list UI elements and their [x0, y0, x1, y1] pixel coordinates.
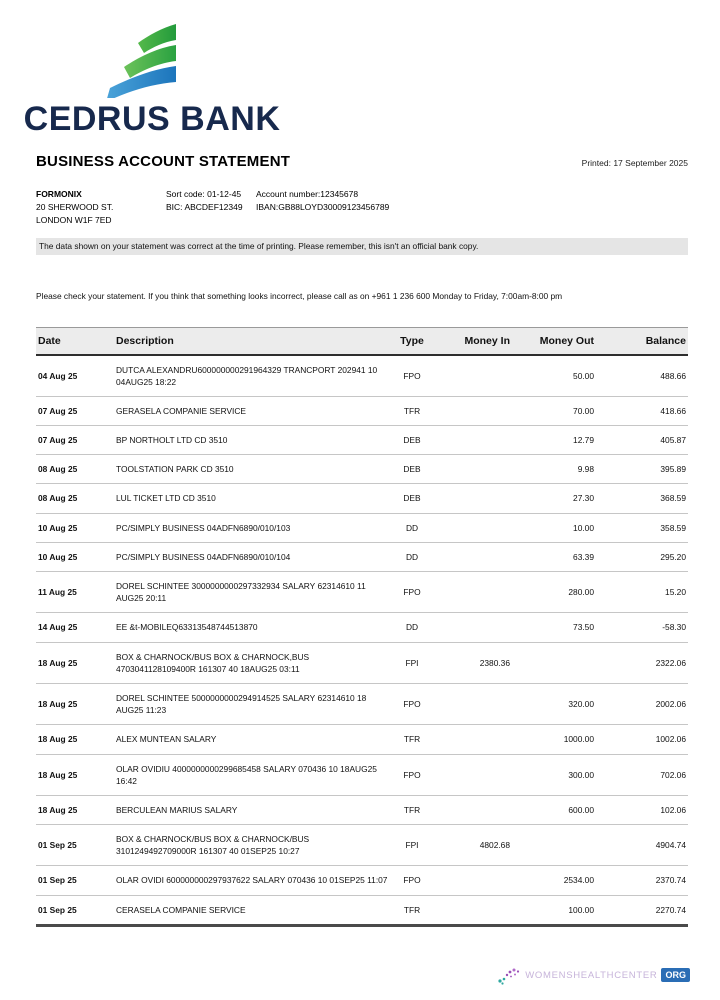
cell-type: DD [390, 613, 434, 642]
cell-balance: 102.06 [596, 795, 688, 824]
account-codes-left [166, 188, 256, 228]
cell-type: FPO [390, 572, 434, 613]
cell-money-out: 320.00 [512, 683, 596, 724]
cell-balance: 395.89 [596, 455, 688, 484]
cell-money-out: 600.00 [512, 795, 596, 824]
account-number: Account number:12345678 [256, 189, 359, 199]
table-row [36, 455, 688, 484]
cell-type: TFR [390, 396, 434, 425]
cell-money-out: 73.50 [512, 613, 596, 642]
cell-date: 04 Aug 25 [36, 355, 114, 397]
cell-date: 18 Aug 25 [36, 725, 114, 754]
notice-bar: The data shown on your statement was correct at the time of printing. Please remember, this isn't an official bank copy. [36, 238, 688, 255]
cell-description: DOREL SCHINTEE 5000000000294914525 SALARY 62314610 18 AUG25 11:23 [114, 683, 390, 724]
watermark [497, 964, 690, 986]
table-row [36, 754, 688, 795]
table-row [36, 725, 688, 754]
cell-type: DEB [390, 455, 434, 484]
cell-money-in [434, 426, 512, 455]
cell-money-in [434, 455, 512, 484]
cell-description: DUTCA ALEXANDRU600000000291964329 TRANCPORT 202941 10 04AUG25 18:22 [114, 355, 390, 397]
cell-type: DEB [390, 484, 434, 513]
cell-money-in [434, 613, 512, 642]
account-codes-right [256, 188, 688, 228]
cell-money-in [434, 542, 512, 571]
column-header-money-out: Money Out [512, 327, 596, 355]
cell-type: FPO [390, 683, 434, 724]
account-details-block [36, 188, 688, 228]
cell-money-in [434, 754, 512, 795]
cell-money-in: 2380.36 [434, 642, 512, 683]
cell-balance: 2002.06 [596, 683, 688, 724]
cell-date: 10 Aug 25 [36, 542, 114, 571]
cell-money-out: 10.00 [512, 513, 596, 542]
cell-balance: 2370.74 [596, 866, 688, 895]
cell-money-out [512, 825, 596, 866]
cell-description: OLAR OVIDIU 4000000000299685458 SALARY 070436 10 18AUG25 16:42 [114, 754, 390, 795]
cell-type: TFR [390, 725, 434, 754]
cell-description: LUL TICKET LTD CD 3510 [114, 484, 390, 513]
cell-description: TOOLSTATION PARK CD 3510 [114, 455, 390, 484]
cell-description: EE &t-MOBILEQ63313548744513870 [114, 613, 390, 642]
address-line-2: LONDON W1F 7ED [36, 215, 112, 226]
cell-date: 08 Aug 25 [36, 455, 114, 484]
cell-money-out: 12.79 [512, 426, 596, 455]
cell-description: ALEX MUNTEAN SALARY [114, 725, 390, 754]
cell-money-out: 280.00 [512, 572, 596, 613]
cell-description: PC/SIMPLY BUSINESS 04ADFN6890/010/103 [114, 513, 390, 542]
cell-balance: 2322.06 [596, 642, 688, 683]
cell-date: 18 Aug 25 [36, 642, 114, 683]
cell-type: DD [390, 542, 434, 571]
cedrus-tree-icon [98, 22, 206, 98]
cell-date: 01 Sep 25 [36, 895, 114, 925]
cell-money-in [434, 484, 512, 513]
check-notice: Please check your statement. If you think that something looks incorrect, please call as on +961 1 236 600 Monday to Friday, 7:00am-8:00 pm [36, 290, 563, 301]
table-row [36, 513, 688, 542]
table-row [36, 613, 688, 642]
cell-money-in [434, 396, 512, 425]
transactions-body [36, 355, 688, 926]
table-row [36, 642, 688, 683]
column-header-date: Date [36, 327, 114, 355]
cell-date: 10 Aug 25 [36, 513, 114, 542]
cell-balance: 488.66 [596, 355, 688, 397]
cell-date: 14 Aug 25 [36, 613, 114, 642]
cell-balance: 4904.74 [596, 825, 688, 866]
cell-type: FPO [390, 754, 434, 795]
table-row [36, 825, 688, 866]
cell-money-in [434, 513, 512, 542]
cell-money-out: 1000.00 [512, 725, 596, 754]
table-row [36, 895, 688, 925]
cell-money-in [434, 866, 512, 895]
cell-date: 18 Aug 25 [36, 795, 114, 824]
cell-money-in [434, 895, 512, 925]
column-header-money-in: Money In [434, 327, 512, 355]
cell-type: FPO [390, 355, 434, 397]
cell-balance: 405.87 [596, 426, 688, 455]
cell-type: FPI [390, 825, 434, 866]
cell-money-out: 70.00 [512, 396, 596, 425]
cell-description: DOREL SCHINTEE 3000000000297332934 SALARY 62314610 11 AUG25 20:11 [114, 572, 390, 613]
cell-balance: 2270.74 [596, 895, 688, 925]
address-line-1: 20 SHERWOOD ST. [36, 202, 114, 213]
cell-date: 18 Aug 25 [36, 754, 114, 795]
cell-date: 11 Aug 25 [36, 572, 114, 613]
cell-balance: 418.66 [596, 396, 688, 425]
cell-description: BOX & CHARNOCK/BUS BOX & CHARNOCK/BUS 3101249492709000R 161307 40 01SEP25 10:27 [114, 825, 390, 866]
cell-description: BP NORTHOLT LTD CD 3510 [114, 426, 390, 455]
cell-money-in [434, 795, 512, 824]
bank-name: CEDRUS BANK [23, 100, 281, 138]
cell-balance: 295.20 [596, 542, 688, 571]
cell-type: TFR [390, 795, 434, 824]
bank-logo [23, 22, 281, 139]
table-row [36, 484, 688, 513]
iban: IBAN:GB88LOYD30009123456789 [256, 202, 390, 213]
cell-money-out: 27.30 [512, 484, 596, 513]
transactions-table [36, 327, 688, 927]
title-row [36, 153, 688, 170]
cell-money-out: 63.39 [512, 542, 596, 571]
cell-type: DEB [390, 426, 434, 455]
column-header-balance: Balance [596, 327, 688, 355]
cell-description: BOX & CHARNOCK/BUS BOX & CHARNOCK,BUS 4703041128109400R 161307 40 18AUG25 03:11 [114, 642, 390, 683]
cell-description: OLAR OVIDI 600000000297937622 SALARY 070436 10 01SEP25 11:07 [114, 866, 390, 895]
cell-balance: 15.20 [596, 572, 688, 613]
cell-date: 01 Sep 25 [36, 866, 114, 895]
table-row [36, 866, 688, 895]
cell-balance: 702.06 [596, 754, 688, 795]
cell-money-out: 2534.00 [512, 866, 596, 895]
bic: BIC: ABCDEF12349 [166, 202, 243, 213]
printed-date: Printed: 17 September 2025 [581, 158, 688, 168]
cell-description: GERASELA COMPANIE SERVICE [114, 396, 390, 425]
cell-money-in [434, 725, 512, 754]
table-row [36, 683, 688, 724]
statement-title: BUSINESS ACCOUNT STATEMENT [36, 153, 291, 170]
cell-type: FPO [390, 866, 434, 895]
account-holder [36, 188, 166, 228]
cell-date: 01 Sep 25 [36, 825, 114, 866]
cell-money-out [512, 642, 596, 683]
cell-description: BERCULEAN MARIUS SALARY [114, 795, 390, 824]
sort-code: Sort code: 01-12-45 [166, 189, 242, 199]
cell-type: FPI [390, 642, 434, 683]
cell-date: 08 Aug 25 [36, 484, 114, 513]
table-row [36, 542, 688, 571]
account-holder-name: FORMONIX [36, 189, 82, 199]
watermark-text: WOMENSHEALTHCENTER [525, 969, 658, 981]
cell-money-in [434, 572, 512, 613]
cell-type: TFR [390, 895, 434, 925]
table-row [36, 572, 688, 613]
cell-money-in [434, 683, 512, 724]
cell-type: DD [390, 513, 434, 542]
cell-money-in: 4802.68 [434, 825, 512, 866]
table-row [36, 426, 688, 455]
cell-balance: -58.30 [596, 613, 688, 642]
watermark-org-badge: ORG [661, 968, 690, 982]
table-row [36, 355, 688, 397]
cell-description: PC/SIMPLY BUSINESS 04ADFN6890/010/104 [114, 542, 390, 571]
column-header-description: Description [114, 327, 390, 355]
cell-date: 07 Aug 25 [36, 396, 114, 425]
cell-money-out: 100.00 [512, 895, 596, 925]
cell-money-out: 300.00 [512, 754, 596, 795]
table-row [36, 795, 688, 824]
cell-date: 07 Aug 25 [36, 426, 114, 455]
watermark-dots-icon [497, 964, 523, 986]
cell-balance: 358.59 [596, 513, 688, 542]
table-row [36, 396, 688, 425]
cell-balance: 368.59 [596, 484, 688, 513]
cell-balance: 1002.06 [596, 725, 688, 754]
column-header-type: Type [390, 327, 434, 355]
cell-money-out: 50.00 [512, 355, 596, 397]
cell-description: CERASELA COMPANIE SERVICE [114, 895, 390, 925]
cell-date: 18 Aug 25 [36, 683, 114, 724]
cell-money-out: 9.98 [512, 455, 596, 484]
table-header [36, 327, 688, 355]
cell-money-in [434, 355, 512, 397]
